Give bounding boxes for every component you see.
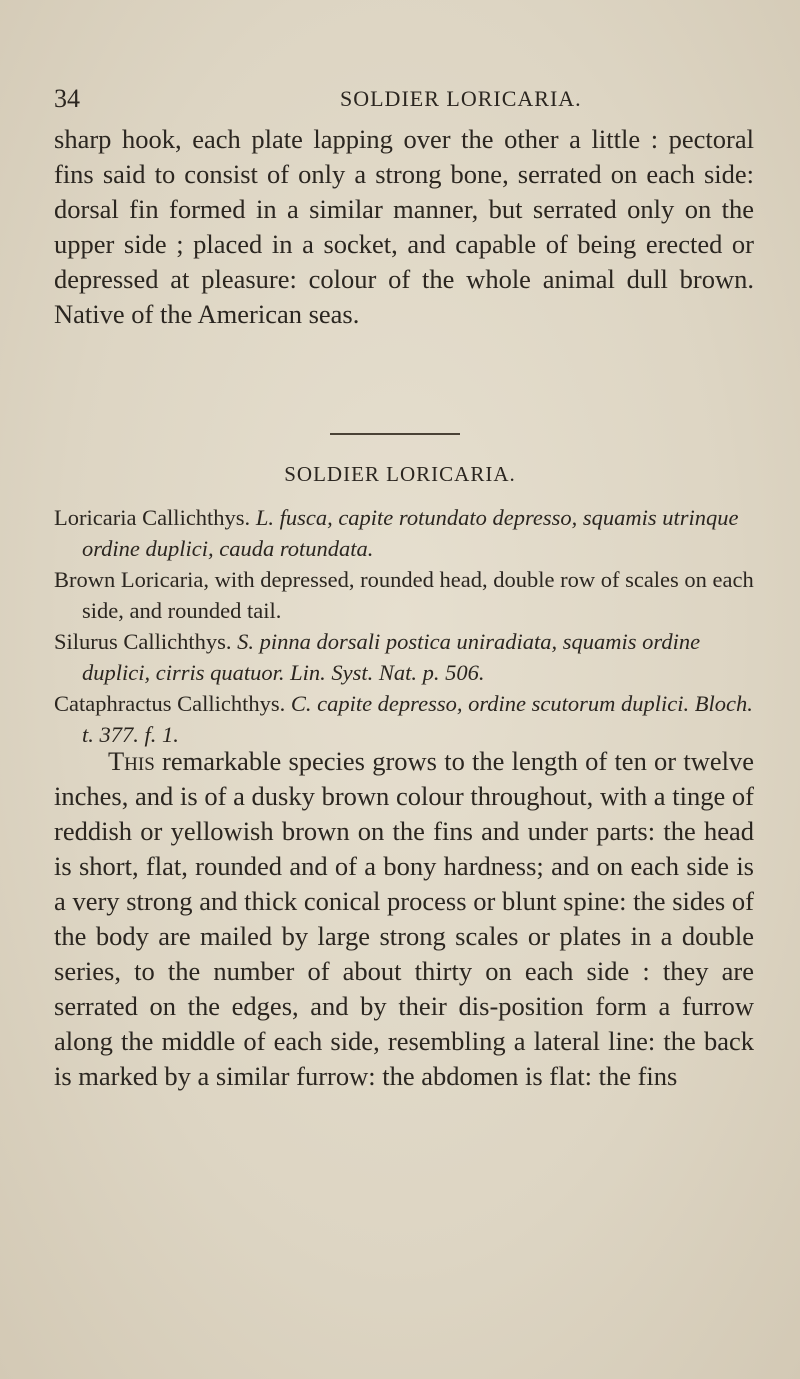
page-number: 34: [54, 84, 80, 113]
paragraph-body: remarkable species grows to the length of ten or twelve inches, and is of a dusky brown colour throughout, with a tinge of reddish or yellowish brown on the fins and under parts: the head is short, flat, rounded and of a bony hardness; and on each side is a very strong and thick conical process or blunt spine: the sides of the body are mailed by large strong scales or plates in a double series, to the number of about thirty on each side : they are serrated on the edges, and by their dis-position form a furrow along the middle of each side, resembling a lateral line: the back is marked by a similar furrow: the abdomen is flat: the fins: [54, 746, 754, 1091]
synonymy-entry: [54, 502, 754, 564]
synonymy-entry: [54, 688, 754, 750]
synonym-name: Brown Loricaria, with depressed, rounded head, double row of scales on each side, and rounded tail.: [54, 567, 754, 623]
synonymy-entry: [54, 564, 754, 626]
synonymy-entry: [54, 626, 754, 688]
synonym-name: Cataphractus Callichthys.: [54, 691, 286, 716]
synonym-name: Loricaria Callichthys.: [54, 505, 251, 530]
running-head: [54, 84, 754, 114]
synonym-description: C. capite depresso, ordine scutorum duplici. Bloch. t. 377. f. 1.: [82, 691, 753, 747]
paragraph-lead-word: This: [108, 746, 155, 776]
synonym-description: L. fusca, capite rotundato depresso, squamis utrinque ordine duplici, cauda rotundata.: [82, 505, 739, 561]
running-title: SOLDIER LORICARIA.: [340, 86, 582, 111]
paragraph-description: [54, 744, 754, 1094]
synonym-name: Silurus Callichthys.: [54, 629, 232, 654]
synonym-description: S. pinna dorsali postica uniradiata, squamis ordine duplici, cirris quatuor. Lin. Syst. Nat. p. 506.: [82, 629, 701, 685]
synonymy-list: [54, 502, 754, 750]
section-title: SOLDIER LORICARIA.: [284, 462, 516, 486]
section-divider: [330, 433, 460, 435]
paragraph-continued: sharp hook, each plate lapping over the other a little : pectoral fins said to consist of only a strong bone, serrated on each side: dorsal fin formed in a similar manner, but serrated only on the upper side ; placed in a socket, and capable of being erected or depressed at pleasure: colour of the whole animal dull brown. Native of the American seas.: [54, 124, 754, 329]
